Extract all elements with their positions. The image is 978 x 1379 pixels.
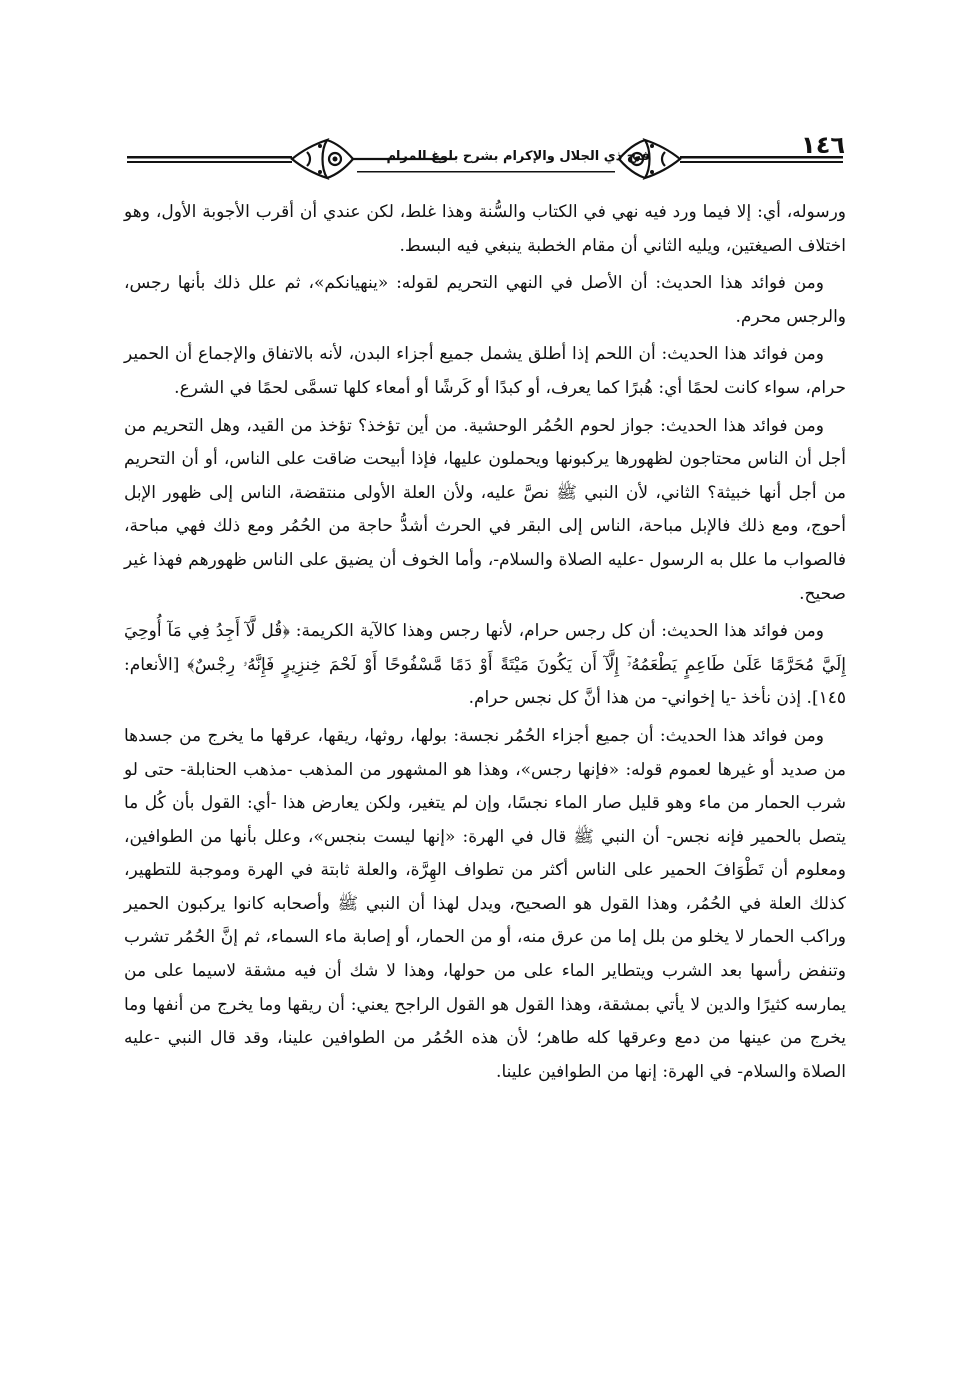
page-header xyxy=(125,130,845,180)
paragraph-4: ومن فوائد هذا الحديث: جواز لحوم الحُمُر الوحشية. من أين تؤخذ؟ تؤخذ من القيد، وهل التحريم من أجل أن الناس محتاجون لظهورها يركبونها ويحملون عليها، فإذا أبيحت ضاقت على الناس، أو أن التحريم من أجل أنها خبيثة؟ الثاني، لأن النبي ﷺ نصَّ عليه، ولأن العلة الأولى منتقضة، الناس إلى ظهور الإبل أحوج، ومع ذلك فالإبل مباحة، الناس إلى البقر في الحرث أشدُّ حاجة من الحُمُر ومع ذلك فهي مباحة، فالصواب ما علل به الرسول -عليه الصلاة والسلام-، وأما الخوف أن يضيق على الناس ظهورهم فهذا غير صحيح. xyxy=(124,415,846,604)
paragraph-3: ومن فوائد هذا الحديث: أن اللحم إذا أطلق يشمل جميع أجزاء البدن، لأنه بالاتفاق والإجماع أن الحمير حرام، سواء كانت لحمًا أي: هُبرًا كما يعرف، أو كبدًا أو كَرشًا أو أمعاء كلها تسمَّى لحمًا في الشرع. xyxy=(124,344,846,398)
paragraph-1: ورسوله، أي: إلا فيما ورد فيه نهي في الكتاب والسُّنة وهذا غلط، لكن عندي أن أقرب الأجوبة الأول، وهو اختلاف الصيغتين، ويليه الثاني أن مقام الخطبة ينبغي فيه البسط. xyxy=(124,202,846,256)
page-number: ١٤٦ xyxy=(801,131,845,159)
book-title: فتح ذي الجلال والإكرام بشرح بلوغ المرام xyxy=(386,149,650,164)
paragraph-5: ومن فوائد هذا الحديث: أن كل رجس حرام، لأنها رجس وهذا كالآية الكريمة: ﴿قُل لَّآ أَجِدُ فِي مَآ أُوحِيَ إِلَيَّ مُحَرَّمًا عَلَىٰ طَاعِمٍ يَطْعَمُهُۥٓ إِلَّآ أَن يَكُونَ مَيْتَةً أَوْ دَمًا مَّسْفُوحًا أَوْ لَحْمَ خِنزِيرٍ فَإِنَّهُۥ رِجْسٌ﴾ [الأنعام: ١٤٥]. إذن نأخذ -يا إخواني- من هذا أنَّ كل نجس حرام. xyxy=(124,621,846,709)
page-body xyxy=(124,196,846,1093)
paragraph-2: ومن فوائد هذا الحديث: أن الأصل في النهي التحريم لقوله: «ينهيانكم»، ثم علل ذلك بأنها رجس، والرجس محرم. xyxy=(124,273,846,327)
paragraph-6: ومن فوائد هذا الحديث: أن جميع أجزاء الحُمُر نجسة: بولها، روثها، ريقها، عرقها ما يخرج من جسدها من صديد أو غيرها لعموم قوله: «فإنها رجس»، وهذا هو المشهور من المذهب -مذهب الحنابلة- حتى لو شرب الحمار من ماء وهو قليل صار الماء نجسًا، وإن لم يتغير، ولكن يعارض هذا -أي: القول بأن كُل ما يتصل بالحمير فإنه نجس- أن النبي ﷺ قال في الهرة: «إنها ليست بنجس»، وعلل بأنها من الطوافين، ومعلوم أن تَطْوَافَ الحمير على الناس أكثر من تطواف الهِرَّة، والعلة ثابتة في الهرة وموجبة للتطهير، كذلك العلة في الحُمُر، وهذا القول هو الصحيح، ويدل لهذا أن النبي ﷺ وأصحابه كانوا يركبون الحمير وراكب الحمار لا يخلو من بلل إما من عرق منه، أو من الحمار، أو إصابة ماء السماء، ثم إنَّ الحُمُر تشرب وتنفض رأسها بعد الشرب ويتطاير الماء على من حولها، وهذا لا شك أن فيه مشقة لاسيما على من يمارسه كثيرًا والدين لا يأتي بمشقة، وهذا القول هو القول الراجح يعني: أن ريقها وما يخرج من أنفها وما يخرج من عينها من دمع وعرقها كله طاهر؛ لأن هذه الحُمُر من الطوافين علينا، وقد قال النبي -عليه الصلاة والسلام- في الهرة: إنها من الطوافين علينا. xyxy=(124,725,846,1082)
